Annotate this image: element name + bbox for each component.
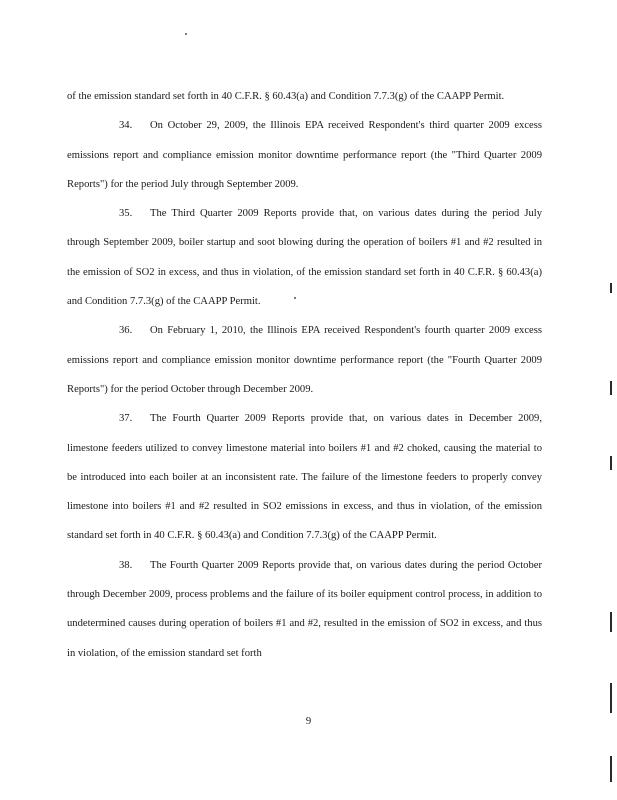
scan-artifact-mark (610, 381, 612, 395)
scan-artifact-mark (610, 756, 612, 782)
paragraph-text: The Third Quarter 2009 Reports provide that, on various dates during the period July through September 2009, boiler startup and soot blowing during the operation of boilers #1 and #2 resulted in the emission of SO2 in excess, and thus in violation, of the emission standard set forth in 40 C.F.R. § 60.43(a) and Condition 7.7.3(g) of the CAAPP Permit. (67, 208, 542, 308)
scan-artifact-mark (610, 456, 612, 470)
scan-artifact-mark (610, 283, 612, 293)
paragraph-35 (67, 199, 542, 316)
scan-artifact-mark (610, 683, 612, 713)
paragraph-text: On February 1, 2010, the Illinois EPA received Respondent's fourth quarter 2009 excess emissions report and compliance emission monitor downtime performance report (the "Fourth Quarter 2009 Reports") for the period October through December 2009. (67, 325, 542, 395)
paragraph-number: 36. (119, 325, 133, 337)
paragraph-38 (67, 551, 542, 668)
paragraph-36 (67, 316, 542, 404)
paragraph-34 (67, 111, 542, 199)
scan-speck (294, 297, 296, 299)
page-number: 9 (305, 716, 312, 727)
paragraph-number: 37. (119, 413, 133, 425)
paragraph-37 (67, 404, 542, 550)
lead-in-paragraph: of the emission standard set forth in 40 C.F.R. § 60.43(a) and Condition 7.7.3(g) of the CAAPP Permit. (67, 91, 505, 102)
paragraph-text: The Fourth Quarter 2009 Reports provide that, on various dates during the period October through December 2009, process problems and the failure of its boiler equipment control process, in addition to undetermined causes during operation of boilers #1 and #2, resulted in the emission of SO2 in excess, and thus in violation, of the emission standard set forth (67, 559, 542, 659)
paragraph-number: 34. (119, 120, 133, 132)
paragraph-text: On October 29, 2009, the Illinois EPA received Respondent's third quarter 2009 excess emissions report and compliance emission monitor downtime performance report (the "Third Quarter 2009 Reports") for the period July through September 2009. (67, 120, 542, 190)
paragraph-text: The Fourth Quarter 2009 Reports provide that, on various dates in December 2009, limestone feeders utilized to convey limestone material into boilers #1 and #2 choked, causing the material to be introduced into each boiler at an inconsistent rate. The failure of the limestone feeders to properly convey limestone into boilers #1 and #2 resulted in SO2 emissions in excess, and thus in violation, of the emission standard set forth in 40 C.F.R. § 60.43(a) and Condition 7.7.3(g) of the CAAPP Permit. (67, 413, 542, 542)
scan-speck (185, 33, 187, 35)
body-text (67, 82, 542, 668)
paragraph-number: 38. (119, 559, 133, 571)
scan-artifact-mark (610, 612, 612, 632)
paragraph-number: 35. (119, 208, 133, 220)
